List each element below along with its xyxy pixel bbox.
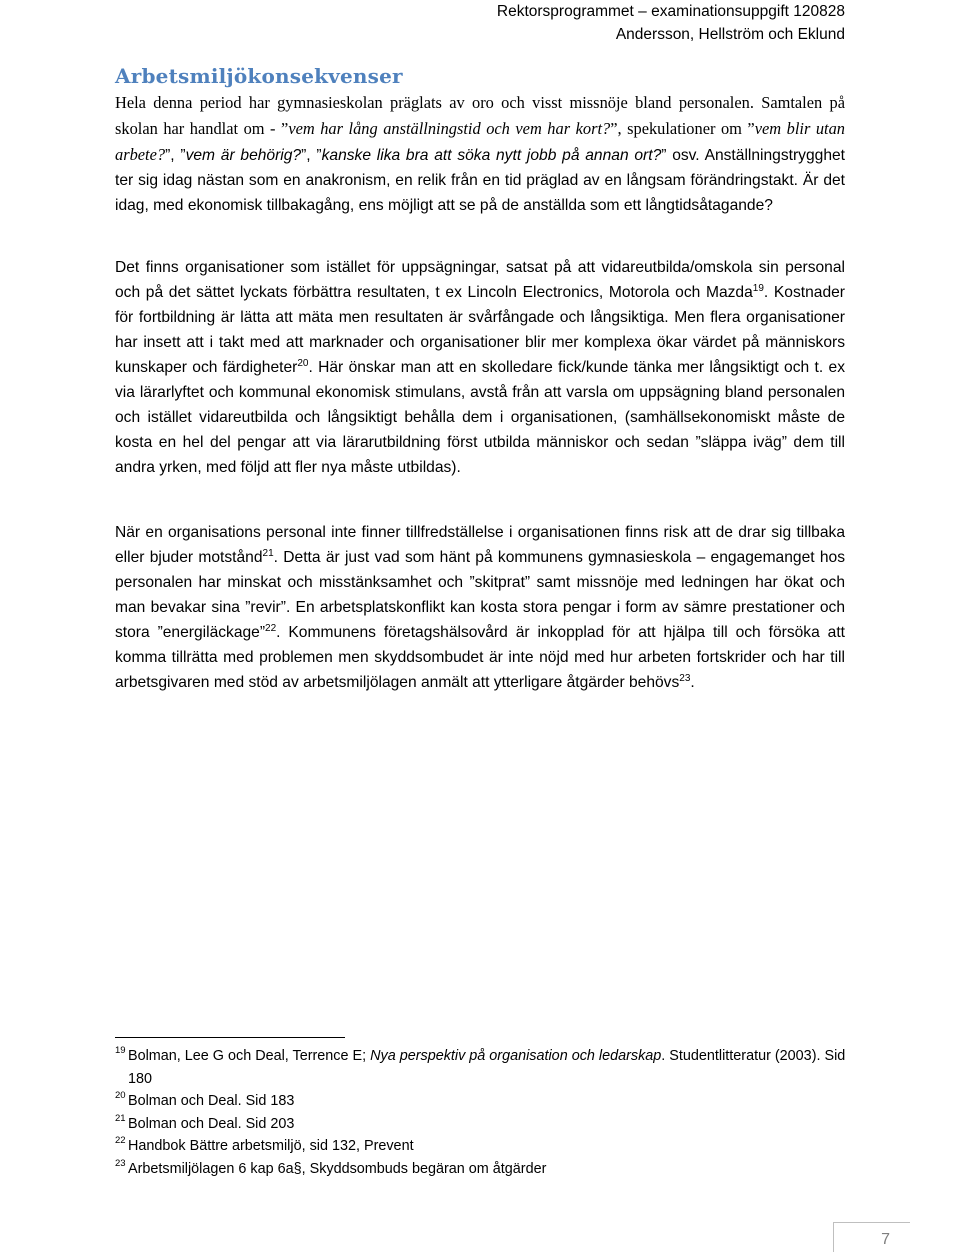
section-title: Arbetsmiljökonsekvenser: [115, 64, 403, 88]
footnote-number: 19: [115, 1045, 126, 1056]
quote-4: kanske lika bra att söka nytt jobb på annan ort?: [321, 147, 662, 164]
header-course-line: Rektorsprogrammet – examinationsuppgift 120828: [496, 3, 845, 20]
paragraph-1-closing: Anställningstrygghet ter sig idag nästan som en anakronism, en relik från en tid präglad av en långsam förändringstakt. Är det idag, med ekonomisk tillbakagång, ens möjligt att se på de anställda som ett långtidsåtagande?: [115, 147, 845, 214]
quote-3: vem är behörig?: [185, 147, 302, 164]
footnote-ref-22[interactable]: 22: [265, 622, 277, 634]
footnote-20: 20 Bolman och Deal. Sid 183: [115, 1090, 855, 1113]
page-number-box: [833, 1222, 910, 1252]
footnote-number: 23: [115, 1157, 126, 1169]
footnote-21: 21 Bolman och Deal. Sid 203: [115, 1113, 855, 1136]
paragraph-1: Hela denna period har gymnasieskolan präglats av oro och visst missnöje bland personalen. Samtalen på skolan har handlat om - ”vem har lång anställningstid och vem har kort?”, spekulationer om ”vem blir utan arbete?”, ”vem är behörig?”, ”kanske lika bra att söka nytt jobb på annan ort?” osv. Anställningstrygghet ter sig idag nästan som en anakronism, en relik från en tid präglad av en långsam förändringstakt. Är det idag, med ekonomisk tillbakagång, ens möjligt att se på de anställda som ett långtidsåtagande?: [115, 93, 845, 214]
footnote-23: 23 Arbetsmiljölagen 6 kap 6a§, Skyddsombuds begäran om åtgärder: [115, 1158, 855, 1181]
quote-1: vem har lång anställningstid och vem har kort?: [288, 119, 611, 138]
footnote-ref-23[interactable]: 23: [679, 672, 691, 684]
footnote-ref-19[interactable]: 19: [752, 282, 764, 294]
footnote-number: 22: [115, 1135, 126, 1146]
quote-2: vem blir utan arbete?: [115, 119, 845, 164]
footnote-ref-20[interactable]: 20: [297, 357, 309, 369]
footnote-22: 22 Handbok Bättre arbetsmiljö, sid 132, Prevent: [115, 1135, 855, 1158]
header-authors-line: Andersson, Hellström och Eklund: [615, 26, 845, 43]
footnote-separator: [115, 1037, 345, 1038]
footnote-book-title: Nya perspektiv på organisation och ledarskap: [370, 1048, 662, 1064]
footnotes: [115, 1045, 855, 1180]
footnote-19: 19 Bolman, Lee G och Deal, Terrence E; Nya perspektiv på organisation och ledarskap. Studentlitteratur (2003). Sid 180: [115, 1045, 855, 1090]
page-number: 7: [881, 1231, 890, 1248]
paragraph-2: Det finns organisationer som istället för uppsägningar, satsat på att vidareutbilda/omskola sin personal och på det sättet lyckats förbättra resultaten, t ex Lincoln Electronics, Motorola och Mazda$^{19}$. Kostnader för fortbildning är lätta att mäta men resultaten är svårfångade och långsiktiga. Men flera organisationer har insett att i takt med att marknader och organisationer blir mer komplexa ökar värdet på människors kunskaper och färdigheter$^{20}$. Här önskar man att en skolledare fick/kunde tänka mer långsiktigt och t. ex via lärarlyftet och kommunal ekonomisk stimulans, avstå från att varsla om uppsägning bland personalen och istället vidareutbilda och långsiktigt behålla dem i organisationen, (samhällsekonomiskt måste de kosta en hel del pengar att via lärarutbildning först utbilda människor och sedan ”släppa iväg” dem till andra yrken, med följd att fler nya måste utbildas).: [115, 259, 845, 476]
footnote-ref-21[interactable]: 21: [262, 547, 274, 559]
footnote-number: 21: [115, 1112, 126, 1124]
paragraph-3: När en organisations personal inte finner tillfredställelse i organisationen finns risk att de drar sig tillbaka eller bjuder motstånd$^{21}$. Detta är just vad som hänt på kommunens gymnasieskola – engagemanget hos personalen har minskat och misstänksamhet och ”skitprat” samt missnöje med ledningen har ökat och man bevakar sina ”revir”. En arbetsplatskonflikt kan kosta stora pengar i form av sämre prestationer och stora ”energiläckage”$^{22}$. Kommunens företagshälsovård är inkopplad för att hjälpa till och försöka att komma tillrätta med problemen men skyddsombudet är inte nöjd med hur arbeten fortskrider och har till arbetsgivaren med stöd av arbetsmiljölagen anmält att ytterligare åtgärder behövs$^{23}$.: [115, 524, 845, 691]
page-header: [497, 0, 845, 46]
paragraph-1-opening: Hela denna period har gymnasieskolan präglats av oro och visst missnöje bland personalen. Samtalen på skolan har handlat om - ”vem har lång anställningstid och vem har kort?”, spekulationer om ”vem blir utan arbete?: [115, 93, 845, 164]
footnote-number: 20: [115, 1090, 126, 1101]
